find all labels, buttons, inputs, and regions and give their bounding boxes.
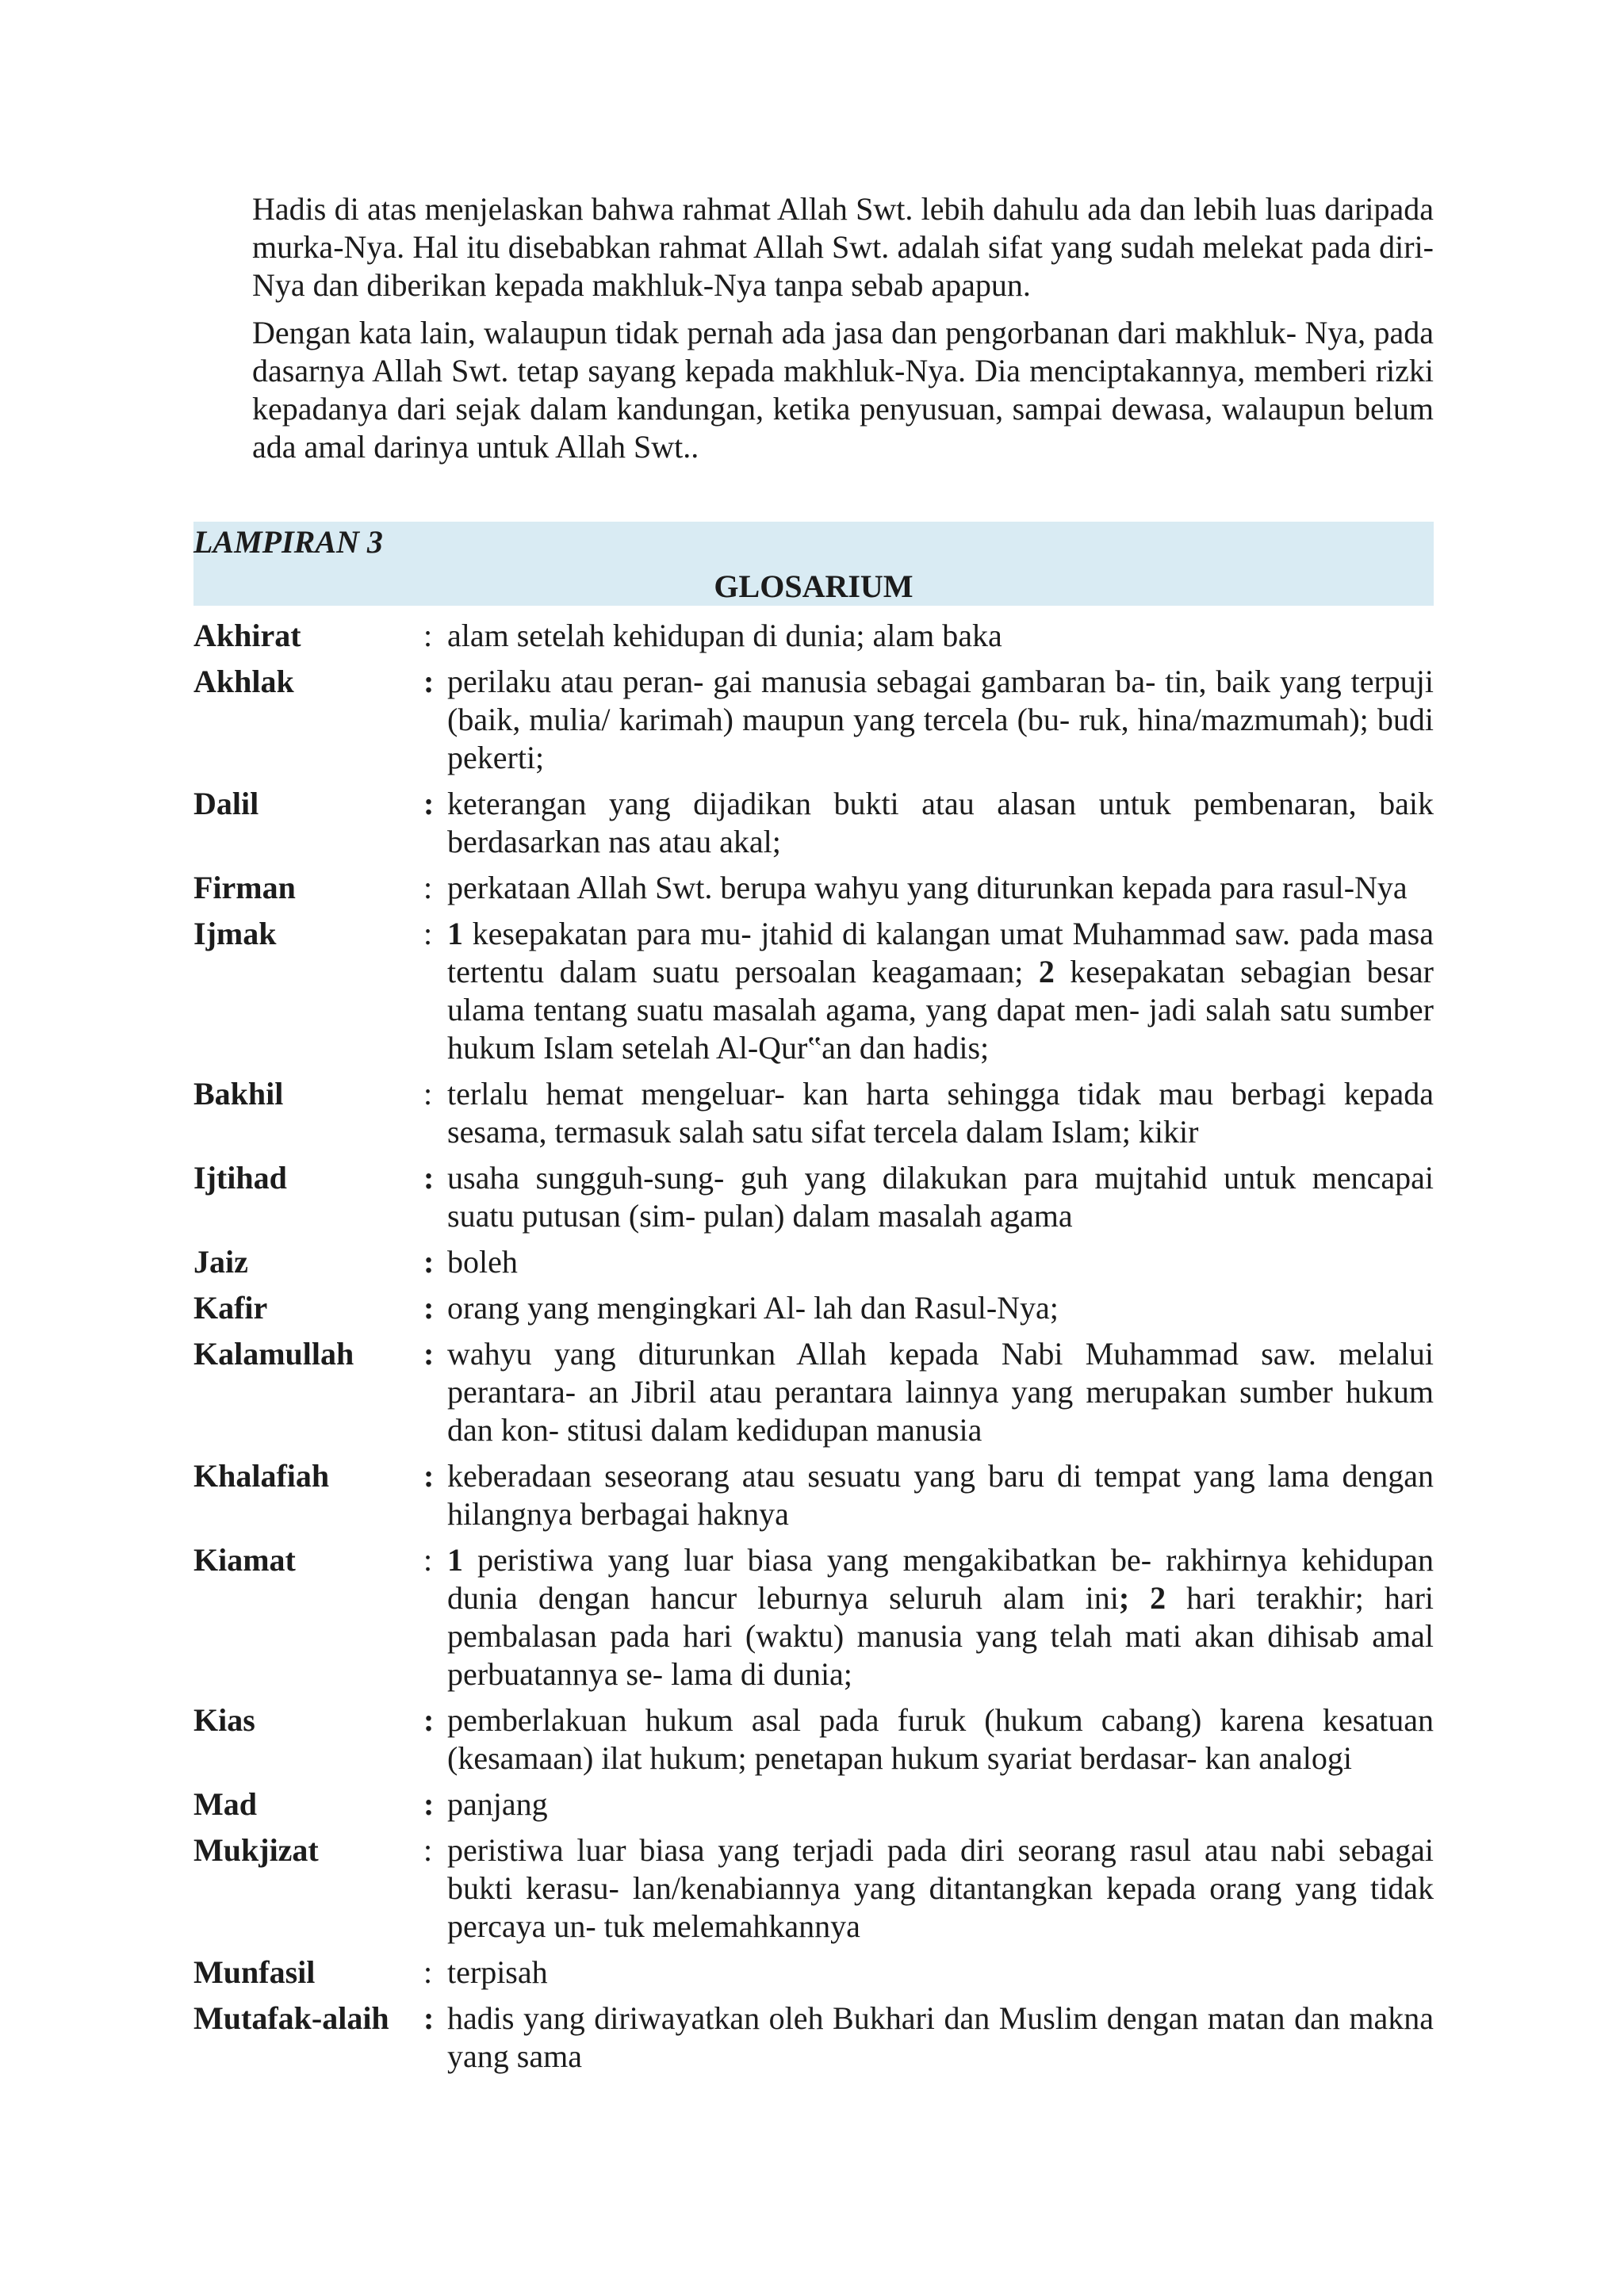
intro-text bbox=[252, 190, 1434, 476]
definition-number: 2 bbox=[1038, 954, 1055, 989]
glossary-definition bbox=[447, 869, 1434, 907]
glossary-term: Dalil bbox=[193, 786, 259, 821]
glossary-term: Khalafiah bbox=[193, 1458, 330, 1494]
glossary-entry bbox=[193, 663, 1434, 777]
glossary-entry bbox=[193, 617, 1434, 655]
glossary-definition bbox=[447, 1075, 1434, 1151]
glossary-colon: : bbox=[423, 1954, 433, 1990]
glossary-term: Jaiz bbox=[193, 1244, 248, 1280]
glossary-entry bbox=[193, 1335, 1434, 1449]
definition-text: perilaku atau peran- gai manusia sebagai gambaran ba- tin, baik yang terpuji (baik, mulia/ karimah) maupun yang tercela (bu- ruk, hina/mazmumah); budi pekerti; bbox=[447, 664, 1434, 775]
glossary-definition bbox=[447, 1159, 1434, 1235]
definition-text: usaha sungguh-sung- guh yang dilakukan para mujtahid untuk mencapai suatu putusan (sim- pulan) dalam masalah agama bbox=[447, 1160, 1434, 1234]
definition-number: ; 2 bbox=[1118, 1580, 1166, 1616]
intro-paragraph-2: Dengan kata lain, walaupun tidak pernah ada jasa dan pengorbanan dari makhluk- Nya, pada dasarnya Allah Swt. tetap sayang kepada makhluk-Nya. Dia menciptakannya, memberi rizki kepadanya dari sejak dalam kandungan, ketika penyusuan, sampai dewasa, walaupun belum ada amal darinya untuk Allah Swt.. bbox=[252, 315, 1434, 465]
glossary-colon: : bbox=[423, 1702, 435, 1738]
definition-number: 1 bbox=[447, 1542, 463, 1578]
glossary-term: Kiamat bbox=[193, 1542, 296, 1578]
glossary-term: Kias bbox=[193, 1702, 255, 1738]
glossary-entry bbox=[193, 1243, 1434, 1281]
definition-text: perkataan Allah Swt. berupa wahyu yang diturunkan kepada para rasul-Nya bbox=[447, 870, 1408, 905]
glossary-entry bbox=[193, 1785, 1434, 1823]
glossary-entry bbox=[193, 1831, 1434, 1946]
glossary-term: Akhirat bbox=[193, 618, 301, 653]
definition-text: pemberlakuan hukum asal pada furuk (hukum cabang) karena kesatuan (kesamaan) ilat hukum; penetapan hukum syariat berdasar- kan analogi bbox=[447, 1702, 1434, 1776]
definition-text: hari terakhir; hari pembalasan pada hari (waktu) manusia yang telah mati akan dihisab amal perbuatannya se- lama di dunia; bbox=[447, 1580, 1434, 1692]
glossary-definition bbox=[447, 1999, 1434, 2076]
definition-text: wahyu yang diturunkan Allah kepada Nabi Muhammad saw. melalui perantara- an Jibril atau perantara lainnya yang merupakan sumber hukum dan kon- stitusi dalam kedidupan manusia bbox=[447, 1336, 1434, 1448]
definition-number: 1 bbox=[447, 916, 463, 951]
glossary-definition bbox=[447, 663, 1434, 777]
definition-text: panjang bbox=[447, 1786, 548, 1822]
definition-text: hadis yang diriwayatkan oleh Bukhari dan Muslim dengan matan dan makna yang sama bbox=[447, 2000, 1434, 2074]
glossary-term: Mukjizat bbox=[193, 1832, 319, 1868]
definition-text: boleh bbox=[447, 1244, 518, 1280]
definition-text: peristiwa yang luar biasa yang mengakibatkan be- rakhirnya kehidupan dunia dengan hancur leburnya seluruh alam ini bbox=[447, 1542, 1434, 1616]
definition-text: orang yang mengingkari Al- lah dan Rasul-Nya; bbox=[447, 1290, 1059, 1326]
definition-text: kesepakatan sebagian besar ulama tentang suatu masalah agama, yang dapat men- jadi salah satu sumber hukum Islam setelah Al-Qur‟an dan hadis; bbox=[447, 954, 1434, 1066]
glossary-term: Akhlak bbox=[193, 664, 294, 699]
glossary-definition bbox=[447, 785, 1434, 861]
glossary-term: Kafir bbox=[193, 1290, 268, 1326]
glossary-definition bbox=[447, 1243, 1434, 1281]
definition-text: terlalu hemat mengeluar- kan harta sehingga tidak mau berbagi kepada sesama, termasuk salah satu sifat tercela dalam Islam; kikir bbox=[447, 1076, 1434, 1150]
glossary-entry bbox=[193, 1954, 1434, 1992]
glossary-term: Bakhil bbox=[193, 1076, 284, 1112]
appendix-label: LAMPIRAN 3 bbox=[193, 524, 383, 560]
glossary-definition bbox=[447, 915, 1434, 1067]
glossary-colon: : bbox=[423, 1786, 435, 1822]
definition-text: alam setelah kehidupan di dunia; alam baka bbox=[447, 618, 1002, 653]
intro-paragraph-1: Hadis di atas menjelaskan bahwa rahmat Allah Swt. lebih dahulu ada dan lebih luas daripada murka-Nya. Hal itu disebabkan rahmat Allah Swt. adalah sifat yang sudah melekat pada diri-Nya dan diberikan kepada makhluk-Nya tanpa sebab apapun. bbox=[252, 191, 1434, 303]
glossary-entry bbox=[193, 1701, 1434, 1777]
glossary-entry bbox=[193, 1541, 1434, 1693]
glossary-colon: : bbox=[423, 1290, 435, 1326]
glossary-term: Munfasil bbox=[193, 1954, 316, 1990]
glossary-entry bbox=[193, 1289, 1434, 1327]
glossary-definition bbox=[447, 1335, 1434, 1449]
glossary-colon: : bbox=[423, 1076, 433, 1112]
glossary-colon: : bbox=[423, 2000, 435, 2036]
glossary-entry bbox=[193, 915, 1434, 1067]
glossary-colon: : bbox=[423, 1336, 435, 1372]
glossary-term: Mad bbox=[193, 1786, 257, 1822]
glossary-definition bbox=[447, 1289, 1434, 1327]
glossary-colon: : bbox=[423, 786, 435, 821]
definition-text: keberadaan seseorang atau sesuatu yang baru di tempat yang lama dengan hilangnya berbagai haknya bbox=[447, 1458, 1434, 1532]
glossary-entry bbox=[193, 1999, 1434, 2076]
glossary-entry bbox=[193, 1159, 1434, 1235]
glossary-colon: : bbox=[423, 1542, 433, 1578]
glossary-entry bbox=[193, 869, 1434, 907]
glossary-definition bbox=[447, 617, 1434, 655]
glossary-definition bbox=[447, 1831, 1434, 1946]
glossary-colon: : bbox=[423, 1832, 433, 1868]
glossary-entry bbox=[193, 1075, 1434, 1151]
glossary-title: GLOSARIUM bbox=[714, 568, 914, 604]
glossary-definition bbox=[447, 1785, 1434, 1823]
glossary-colon: : bbox=[423, 618, 433, 653]
glossary-colon: : bbox=[423, 664, 435, 699]
glossary-term: Firman bbox=[193, 870, 296, 905]
glossary-term: Mutafak-alaih bbox=[193, 2000, 389, 2036]
glossary-colon: : bbox=[423, 916, 433, 951]
definition-text: terpisah bbox=[447, 1954, 548, 1990]
glossary-definition bbox=[447, 1701, 1434, 1777]
definition-text: keterangan yang dijadikan bukti atau alasan untuk pembenaran, baik berdasarkan nas atau akal; bbox=[447, 786, 1434, 859]
glossary-colon: : bbox=[423, 1458, 435, 1494]
definition-text: kesepakatan para mu- jtahid di kalangan umat Muhammad saw. pada masa tertentu dalam suatu persoalan keagamaan; bbox=[447, 916, 1434, 989]
glossary-colon: : bbox=[423, 870, 433, 905]
definition-text: peristiwa luar biasa yang terjadi pada diri seorang rasul atau nabi sebagai bukti kerasu- lan/kenabiannya yang ditantangkan kepada orang yang tidak percaya un- tuk melemahkannya bbox=[447, 1832, 1434, 1944]
glossary-term: Ijmak bbox=[193, 916, 277, 951]
glossary-term: Kalamullah bbox=[193, 1336, 354, 1372]
glossary-entry bbox=[193, 1457, 1434, 1533]
glossary-definition bbox=[447, 1457, 1434, 1533]
glossary-term: Ijtihad bbox=[193, 1160, 287, 1196]
glossary-definition bbox=[447, 1541, 1434, 1693]
glossary-entry bbox=[193, 785, 1434, 861]
glossary-list bbox=[193, 617, 1434, 2084]
glossary-colon: : bbox=[423, 1160, 435, 1196]
glossary-definition bbox=[447, 1954, 1434, 1992]
glossary-colon: : bbox=[423, 1244, 435, 1280]
